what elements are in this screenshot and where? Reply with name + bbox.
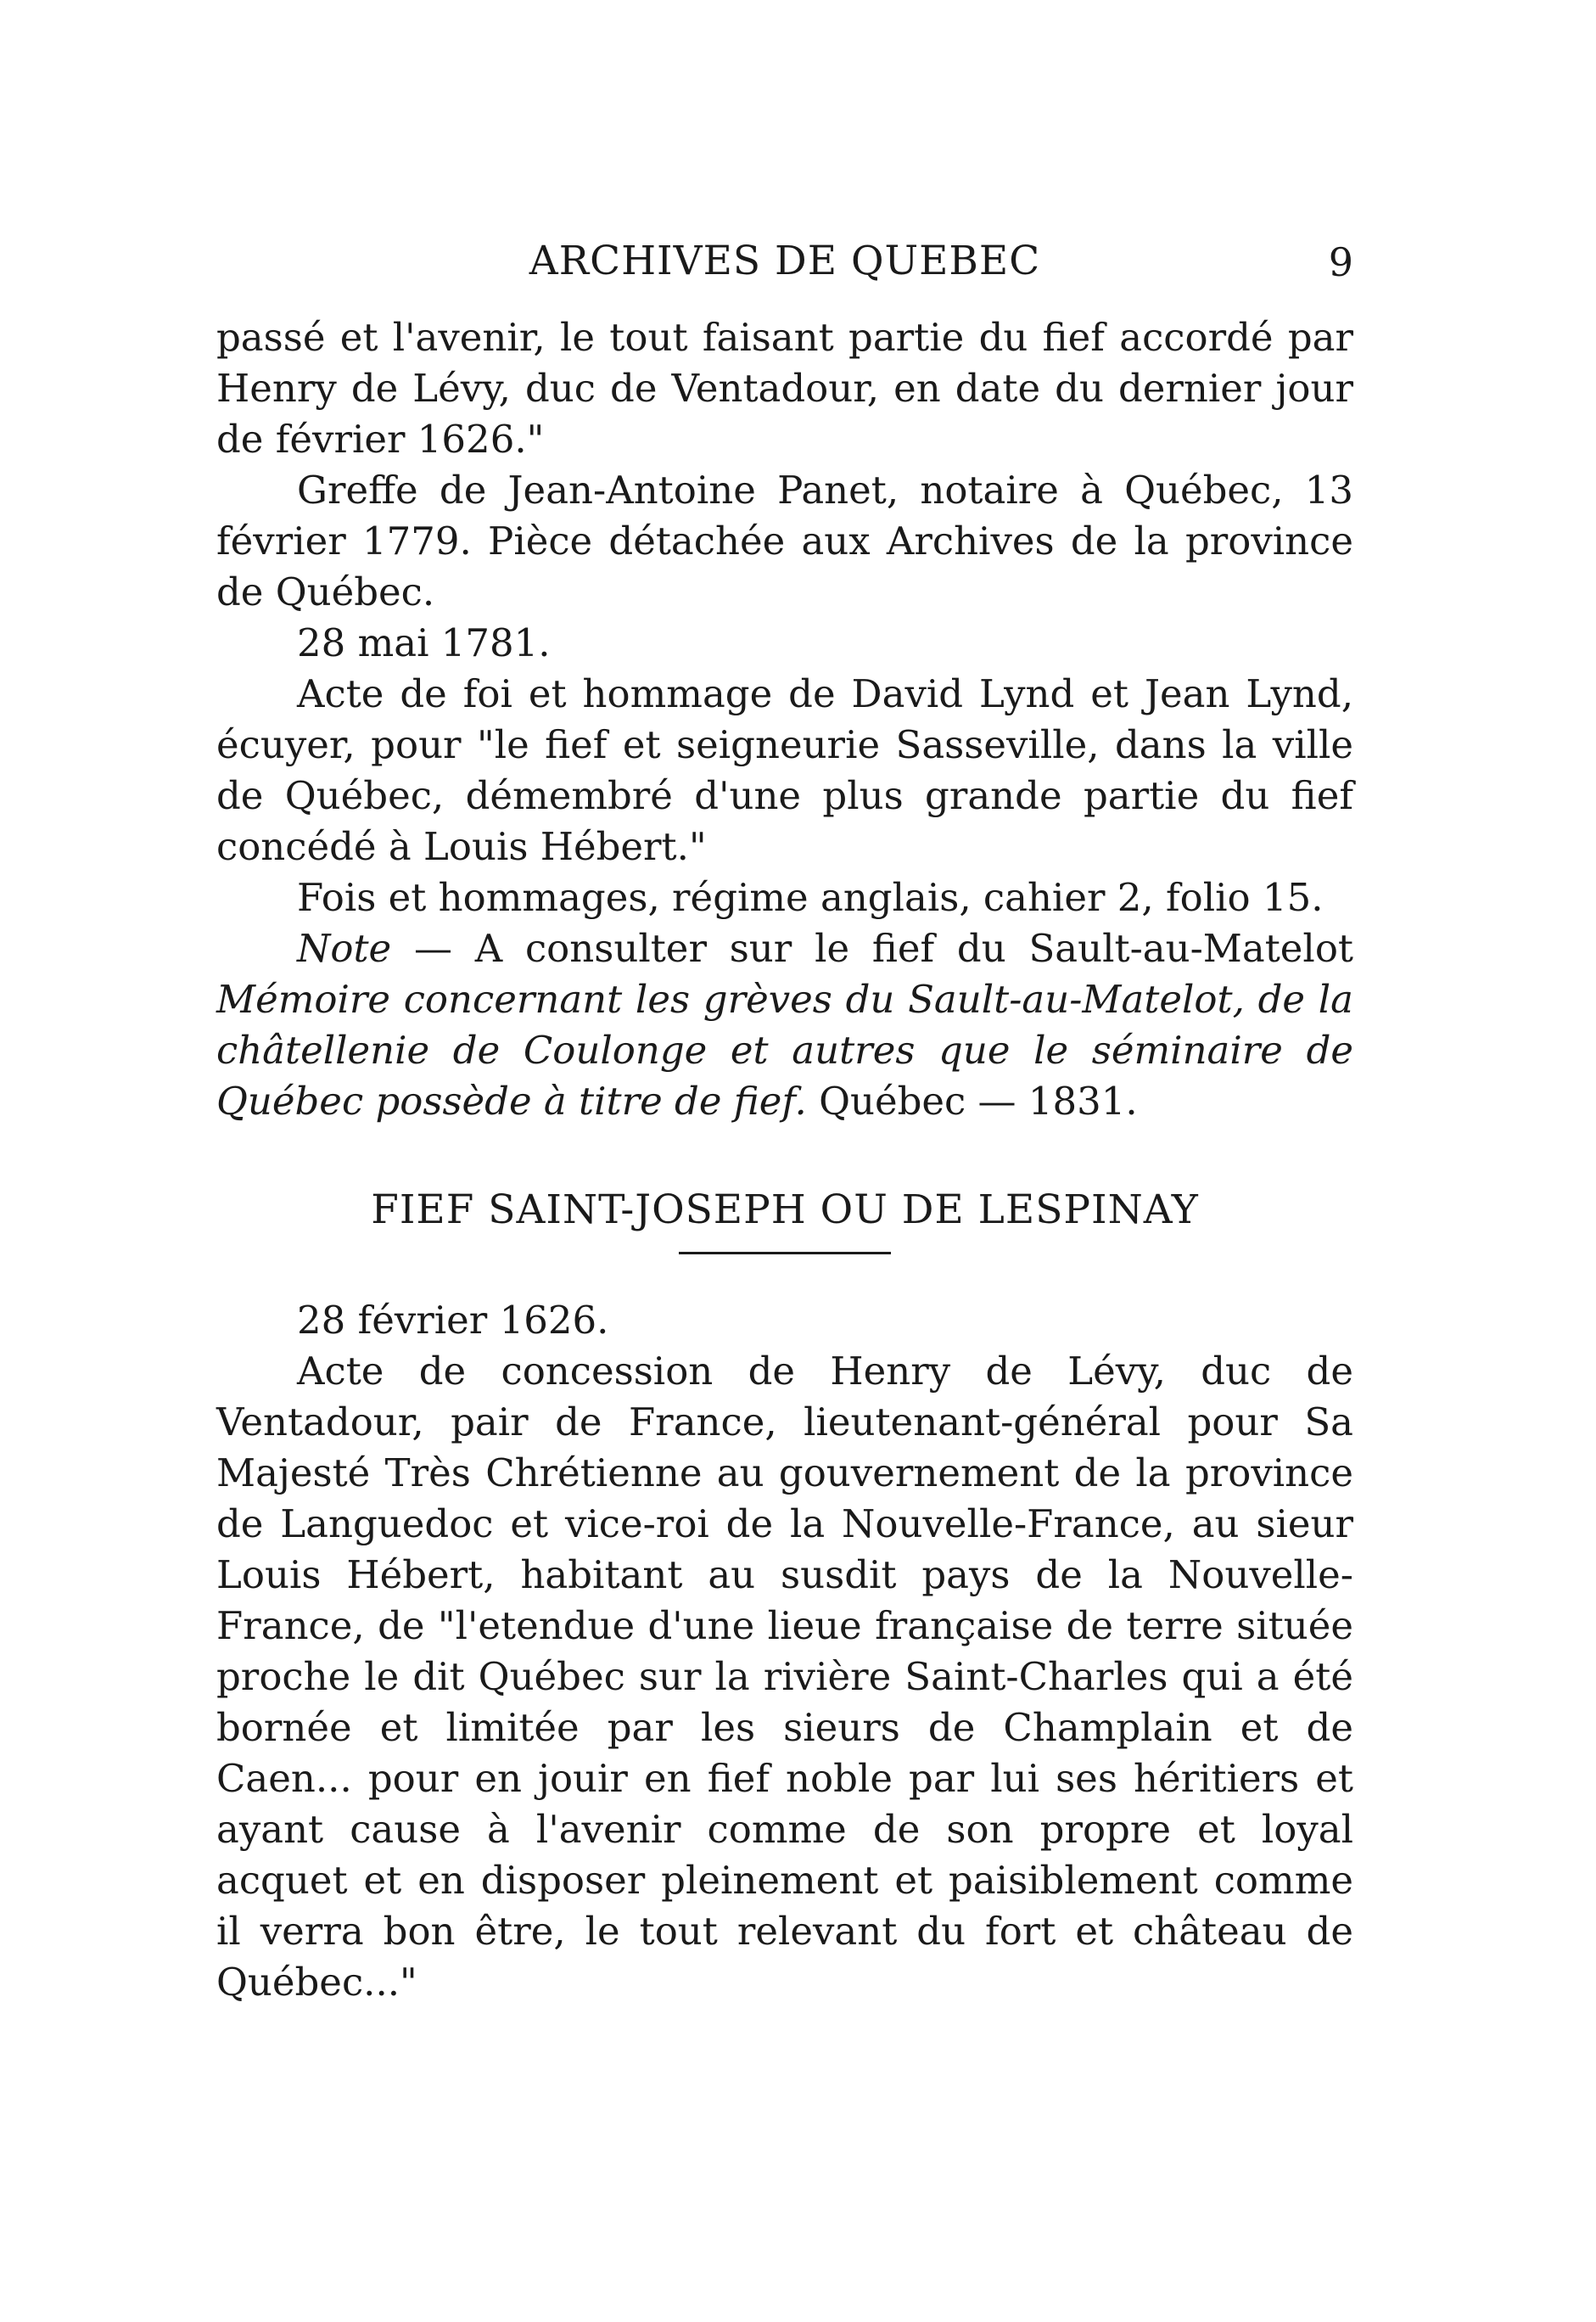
section-divider — [679, 1252, 891, 1254]
paragraph-note — [216, 923, 1353, 1127]
running-title: ARCHIVES DE QUEBEC — [529, 238, 1041, 284]
note-text: — A consulter sur le fief du Sault-au-Matelot — [391, 926, 1353, 971]
paragraph-acte-concession: Acte de concession de Henry de Lévy, duc de Ventadour, pair de France, lieutenant-général pour Sa Majesté Très Chrétienne au gouvernement de la province de Languedoc et vice-roi de la Nouvelle-France, au sieur Louis Hébert, habitant au susdit pays de la Nouvelle-France, de "l'etendue d'une lieue française de terre située proche le dit Québec sur la rivière Saint-Charles qui a été bornée et limitée par les sieurs de Champlain et de Caen... pour en jouir en fief noble par lui ses héritiers et ayant cause à l'avenir comme de son propre et loyal acquet et en disposer pleinement et paisiblement comme il verra bon être, le tout relevant du fort et château de Québec..." — [216, 1349, 1353, 2005]
paragraph-acte-foi-hommage: Acte de foi et hommage de David Lynd et Jean Lynd, écuyer, pour "le fief et seigneurie Sasseville, dans la ville de Québec, démembré d'une plus grande partie du fief concédé à Louis Hébert." — [216, 671, 1353, 869]
paragraph-fois-hommages-citation: Fois et hommages, régime anglais, cahier 2, folio 15. — [297, 875, 1324, 920]
running-header — [216, 229, 1353, 289]
note-italic-title: Mémoire concernant les grèves du Sault-au-Matelot, de la châtellenie de Coulonge et autres que le séminaire de Québec possède à titre de fief. — [216, 977, 1353, 1124]
section-date: 28 février 1626. — [297, 1298, 609, 1343]
paragraph-continuation: passé et l'avenir, le tout faisant partie du fief accordé par Henry de Lévy, duc de Ventadour, en date du dernier jour de février 1626." — [216, 315, 1353, 462]
paragraph-greffe-citation: Greffe de Jean-Antoine Panet, notaire à Québec, 13 février 1779. Pièce détachée aux Archives de la province de Québec. — [216, 468, 1353, 614]
page-body — [216, 229, 1353, 2008]
page-number: 9 — [1328, 239, 1353, 285]
note-end: Québec — 1831. — [806, 1079, 1138, 1124]
section-title: FIEF SAINT-JOSEPH OU DE LESPINAY — [371, 1186, 1199, 1233]
entry-date: 28 mai 1781. — [297, 620, 551, 665]
note-label: Note — [297, 926, 392, 971]
